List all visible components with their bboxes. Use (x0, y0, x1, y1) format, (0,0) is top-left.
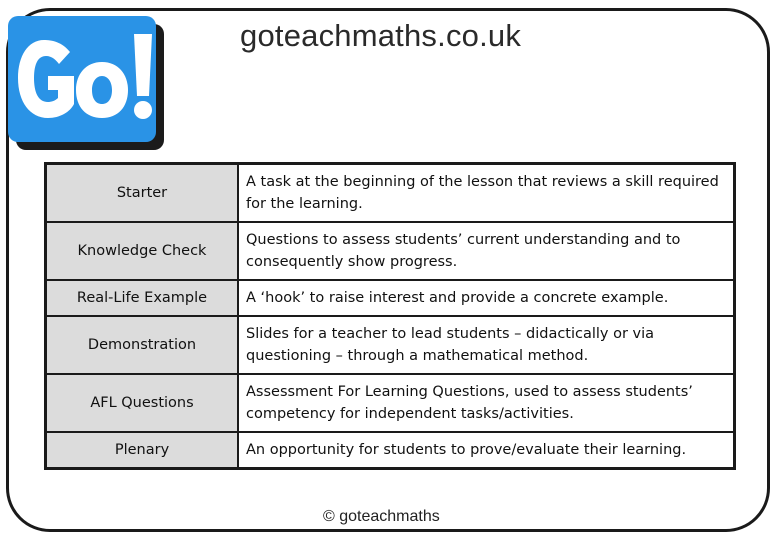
definition-real-life-example: A ‘hook’ to raise interest and provide a concrete example. (238, 280, 735, 316)
term-afl-questions: AFL Questions (46, 374, 239, 432)
go-logo (4, 12, 166, 152)
table-row (46, 316, 735, 374)
table-row (46, 164, 735, 223)
table-row (46, 280, 735, 316)
site-title: goteachmaths.co.uk (240, 18, 522, 53)
definition-afl-questions: Assessment For Learning Questions, used to assess students’ competency for independent tasks/activities. (238, 374, 735, 432)
definition-knowledge-check: Questions to assess students’ current understanding and to consequently show progress. (238, 222, 735, 280)
table-row (46, 432, 735, 469)
definition-demonstration: Slides for a teacher to lead students – didactically or via questioning – through a mathematical method. (238, 316, 735, 374)
copyright-footer: © goteachmaths (323, 508, 440, 525)
definition-plenary: An opportunity for students to prove/evaluate their learning. (238, 432, 735, 469)
term-starter: Starter (46, 164, 239, 223)
term-real-life-example: Real-Life Example (46, 280, 239, 316)
table-row (46, 374, 735, 432)
term-knowledge-check: Knowledge Check (46, 222, 239, 280)
term-plenary: Plenary (46, 432, 239, 469)
definition-starter: A task at the beginning of the lesson that reviews a skill required for the learning. (238, 164, 735, 223)
lesson-structure-table (44, 162, 736, 470)
table-row (46, 222, 735, 280)
term-demonstration: Demonstration (46, 316, 239, 374)
